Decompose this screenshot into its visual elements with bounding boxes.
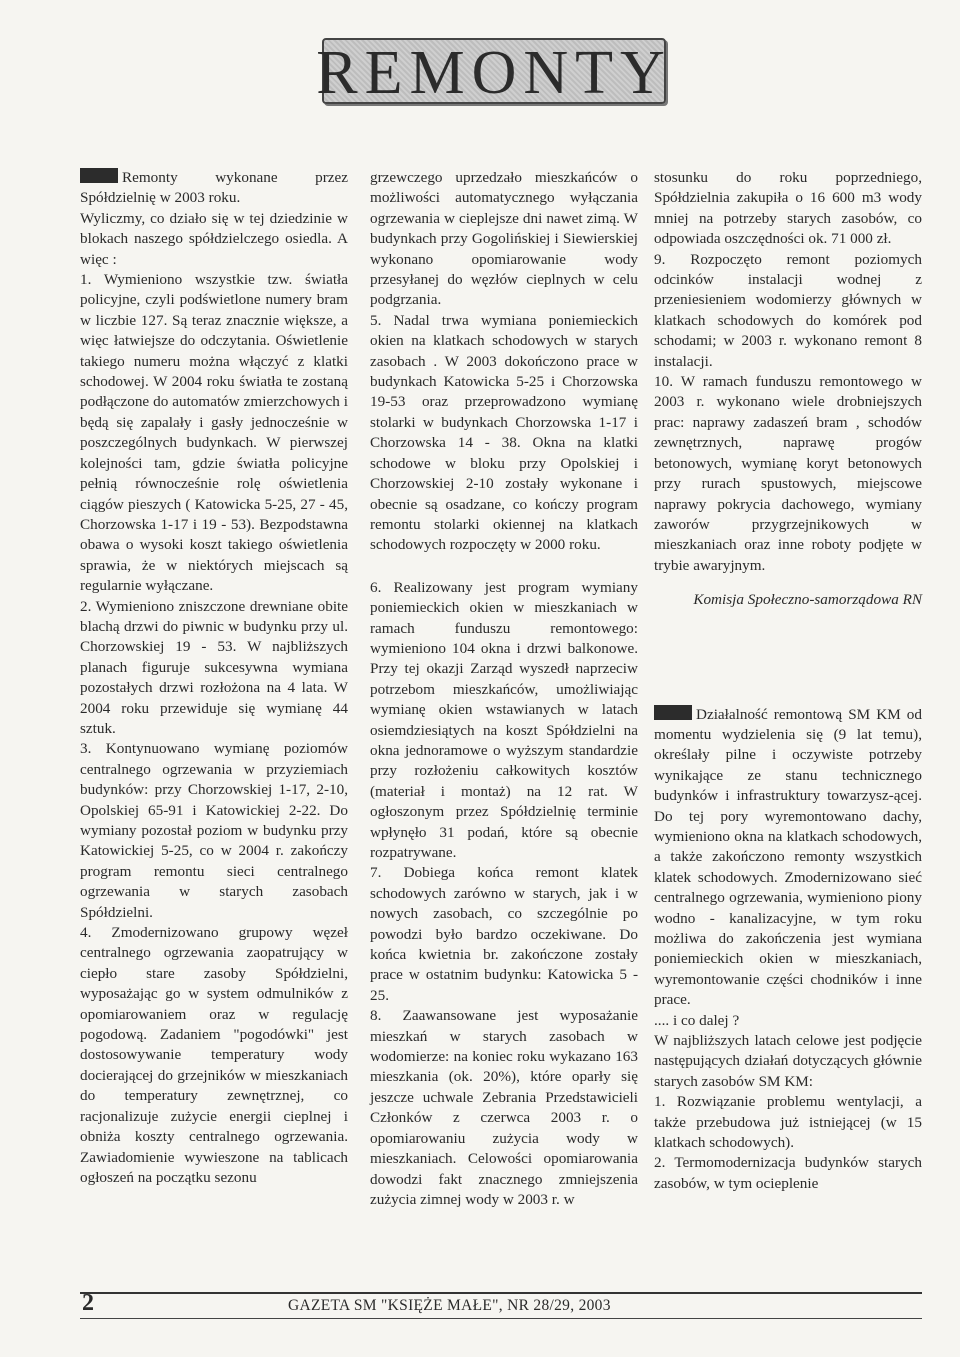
section-marker-icon	[80, 168, 118, 183]
section-2-intro: Działalność remontową SM KM od momentu wydzielenia się (9 lat temu), określały pilne i oczywiste potrzeby wynikające ze stanu technicznego budynków i infrastruktury towarzysz-ącej. Do tej pory wyremontowano dachy, wymieniono okna na klatkach schodowych, a także zakończono remonty wszystkich klatek schodowych. Zmodernizowano sieć centralnego ogrzewania, wymieniono piony wodno - kanalizacyjne, w tym roku możliwa do zakończenia jest wymiana poniemieckich okien w mieszkaniach, wyremontowanie części chodników i inne prace.	[654, 705, 922, 1009]
item-10: 10. W ramach funduszu remontowego w 2003 r. wykonano wiele drobniejszych prac: naprawy zadaszeń bram , schodów zewnętrznych, naprawę progów betonowych, wymianę koryt betonowych przy rurach spustowych, miejscowe naprawy pokrycia dachowego, wymiany zaworów przygrzejnikowych w mieszkaniach oraz inne roboty podjęte w trybie awaryjnym.	[654, 373, 922, 574]
item-6: 6. Realizowany jest program wymiany poniemieckich okien w mieszkaniach w ramach funduszu remontowego: wymieniono 104 okna i drzwi balkonowe. Przy tej okazji Zarząd wyszedł naprzeciw potrzebom mieszkańców, umożliwiając wymianę okien wstawianych w latach osiemdziesiątych na koszt Spółdzielni na okna jednoramowe o wyższym standardzie przy rozłożeniu całkowitych kosztów (materiał i montaż) na 12 rat. W ogłoszonym przez Spółdzielnię terminie wpłynęło 31 podań, które są obecnie rozpatrywane.	[370, 578, 638, 861]
section-title: REMONTY	[316, 39, 672, 107]
item-9: 9. Rozpoczęto remont poziomych odcinków instalacji wodnej z przeniesieniem wodomierzy głównych w klatkach schodowych do komórek pod schodami; w 2003 r. wykonano remont 8 instalacji.	[654, 250, 922, 370]
signature: Komisja Społeczno-samorządowa RN	[693, 591, 922, 609]
item-3: 3. Kontynuowano wymianę poziomów centralnego ogrzewania w przyziemiach budynków: przy Chorzowskiej 1-17, 2-10, Opolskiej 65-91 i Katowickiej 2-22. Do wymiany pozostał poziom w budynku przy Katowickiej 5-25, co w 2004 r. zakończy program remontu sieci centralnego ogrzewania w starych zasobach Spółdzielni.	[80, 740, 348, 921]
header-banner	[316, 38, 672, 107]
intro-paragraph: Remonty wykonane przez Spółdzielnię w 2003 roku.	[80, 169, 348, 207]
section-marker-icon	[654, 705, 692, 720]
item-8: 8. Zaawansowane jest wyposażanie mieszkań w starych zasobach w wodomierze: na koniec roku wykazano 163 mieszkania (ok. 20%), które oparły się jeszcze uchwale Zebrania Przedstawicieli Członków z czerwca 2003 r. o opomiarowaniu zużycia wody w mieszkaniach. Celowości opomiarowania dowodzi fakt znacznego zmniejszenia zużycia zimnej wody w 2003 r. w	[370, 1007, 638, 1208]
column-3	[654, 168, 922, 1194]
footer-text: GAZETA SM "KSIĘŻE MAŁE", NR 28/29, 2003	[288, 1297, 611, 1314]
item-1: 1. Wymieniono wszystkie tzw. światła policyjne, czyli podświetlone numery bram w liczbie 127. Są teraz znacznie większe, a więc łatwiejsze do odczytania. Oświetlenie takiego numeru można włączyć z klatki schodowej. W 2004 roku światła te zostaną podłączone do automatów zmierzchowych i będą się zapalały i gasły jednocześnie w poszczególnych budynkach. W pierwszej kolejności tam, gdzie światła policyjne pełnią równocześnie rolę oświetlenia ciągów pieszych ( Katowicka 5-25, 27 - 45, Chorzowska 1-17 i 19 - 53). Bezpodstawna obawa o wysoki koszt takiego oświetlenia sprawia, że w niektórych miejscach są regularnie wyłączane.	[80, 271, 348, 595]
footer-divider	[80, 1292, 922, 1294]
item-5: 5. Nadal trwa wymiana poniemieckich okien na klatkach schodowych w starych zasobach . W 2003 dokończono prace w budynkach Katowicka 5-25 i Chorzowska 19-53 oraz przeprowadzono wymianę stolarki w budynkach Chorzowska 1-17 i Chorzowska 14 - 38. Okna na klatki schodowe w bloku przy Opolskiej i Chorzowskiej 2-10 zostały wykonane i obecnie są osadzane, co kończy program remontu stolarki okiennej na klatkach schodowych rozpoczęty w 2000 roku.	[370, 311, 638, 554]
paragraph: Wyliczmy, co działo się w tej dziedzinie w blokach naszego spółdzielczego osiedla. A więc :	[80, 209, 348, 268]
paragraph: grzewczego uprzedzało mieszkańców o możliwości automatycznego wyłączania ogrzewania w cieplejsze dni nawet zimą. W budynkach przy Gogolińskiej i Siewierskiej wykonano opomiarowanie wody przesyłanej do węzłów cieplnych w celu podgrzania.	[370, 169, 638, 309]
item-2: 2. Wymieniono zniszczone drewniane obite blachą drzwi do piwnic w budynku przy ul. Chorzowskiej 19 - 53. W najbliższych planach figuruje sukcesywna wymiana pozostałych drzwi rozłożona na 4 lata. W 2004 roku przewiduje się wymianę 44 sztuk.	[80, 597, 348, 737]
item-7: 7. Dobiega końca remont klatek schodowych zarówno w starych, jak i w nowych zasobach, co szczególnie po powodzi było bardzo oczekiwane. Do końca kwietnia br. zakończone zostały prace w ostatnim budynku: Katowicka 5 - 25.	[370, 864, 638, 1004]
column-2	[370, 168, 638, 1210]
paragraph: W najbliższych latach celowe jest podjęcie następujących działań dotyczących głównie starych zasobów SM KM:	[654, 1032, 922, 1090]
paragraph: stosunku do roku poprzedniego, Spółdzielnia zakupiła o 16 600 m3 wody mniej na potrzeby starych zasobów, co odpowiada oszczędności ok. 71 000 zł.	[654, 169, 922, 248]
page-number: 2	[82, 1290, 94, 1316]
item-4: 4. Zmodernizowano grupowy węzeł centralnego ogrzewania zaopatrujący w ciepło stare zasoby Spółdzielni, wyposażając go w system odmulników z opomiarowaniem oraz w regulację pogodową. Zadaniem "pogodówki" jest dostosowywanie temperatury wody docierającej do grzejników w mieszkaniach do temperatury zewnętrznej, co racjonalizuje zużycie energii cieplnej i obniża koszty centralnego ogrzewania. Zawiadomienie wywieszone na tablicach ogłoszeń na początku sezonu	[80, 924, 348, 1186]
subheading: .... i co dalej ?	[654, 1011, 740, 1029]
plan-item-1: 1. Rozwiązanie problemu wentylacji, a także przebudowa już istniejącej (w 15 klatkach schodowych).	[654, 1093, 922, 1152]
footer-divider	[80, 1318, 922, 1319]
column-1	[80, 168, 348, 1188]
plan-item-2: 2. Termomodernizacja budynków starych zasobów, w tym ocieplenie	[654, 1154, 922, 1192]
